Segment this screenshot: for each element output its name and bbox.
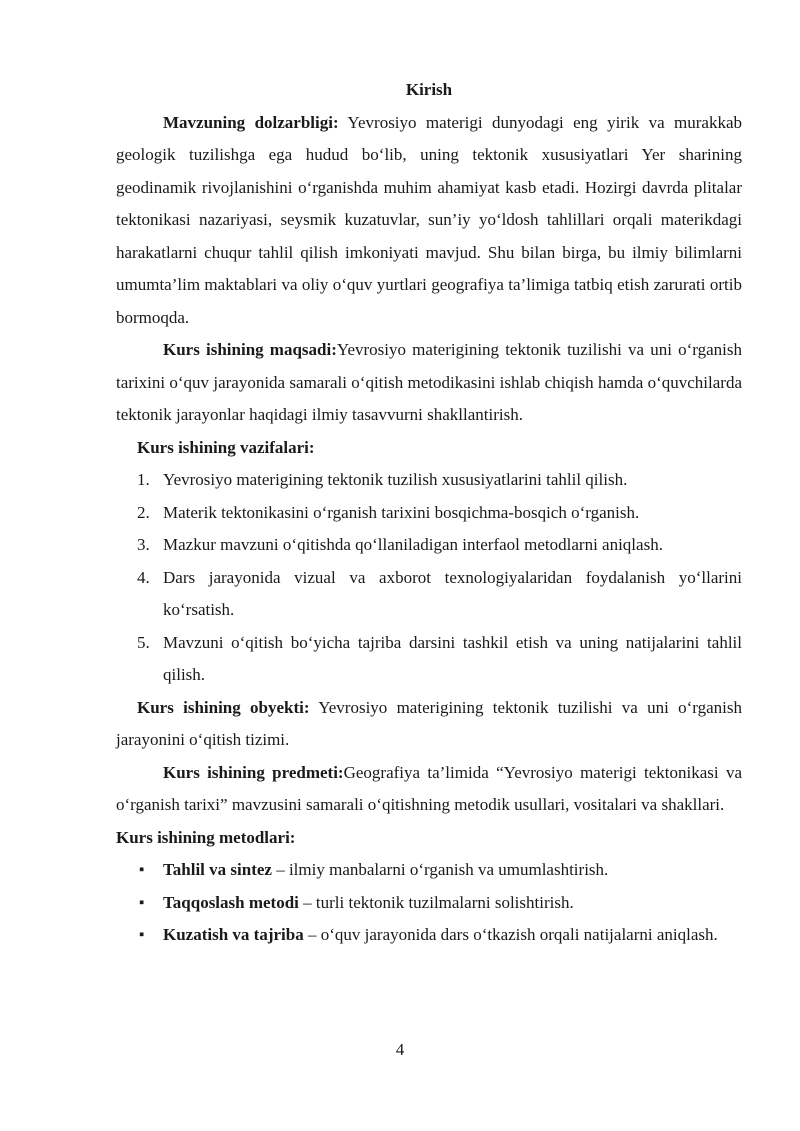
method-text: – turli tektonik tuzilmalarni solishtirish. [298, 892, 574, 912]
list-item [116, 854, 742, 887]
list-text: Mavzuni o‘qitish bo‘yicha tajriba darsini tashkil etish va uning natijalarini tahlil qilish. [163, 632, 742, 684]
list-item [116, 497, 742, 530]
method-text: – o‘quv jarayonida dars o‘tkazish orqali natijalarni aniqlash. [303, 925, 718, 944]
list-number: 4. [137, 567, 150, 587]
relevance-label: Mavzuning dolzarbligi: [163, 112, 339, 132]
goal-paragraph [116, 334, 742, 432]
list-item [116, 529, 742, 562]
bullet-icon: ▪ [139, 862, 145, 878]
list-number: 3. [137, 535, 150, 554]
list-item [116, 627, 742, 692]
list-text: Dars jarayonida vizual va axborot texnologiyalaridan foydalanish yo‘llarini ko‘rsatish. [163, 567, 742, 619]
list-item [116, 919, 742, 952]
list-number: 5. [137, 632, 150, 652]
goal-label: Kurs ishining maqsadi: [163, 340, 337, 359]
method-text: – ilmiy manbalarni o‘rganish va umumlashtirish. [271, 860, 609, 879]
relevance-text: Yevrosiyo materigi dunyodagi eng yirik va murakkab geologik tuzilishga ega hudud bo‘lib, uning tektonik xususiyatlari Yer sharining geodinamik rivojlanishini o‘rganishda muhim ahamiyat kasb etadi. Hozirgi davrda plitalar tektonikasi nazariyasi, seysmik kuzatuvlar, sun’iy yo‘ldosh tahlillari orqali materikdagi harakatlarni chuqur tahlil qilish imkoniyati mavjud. Shu bilan birga, bu ilmiy bilimlarni umumta’lim maktablari va oliy o‘quv yurtlari geografiya ta’limiga tatbiq etish zarurati ortib bormoqda. [116, 112, 743, 327]
page-title: Kirish [405, 80, 453, 99]
page-number: 4 [395, 1040, 405, 1059]
list-text: Mazkur mavzuni o‘qitishda qo‘llaniladigan interfaol metodlarni aniqlash. [163, 535, 663, 554]
tasks-list [116, 464, 742, 692]
bullet-icon: ▪ [139, 894, 145, 911]
document-page [116, 74, 742, 952]
object-paragraph [116, 692, 742, 757]
method-term: Kuzatish va tajriba [163, 925, 304, 944]
relevance-paragraph [116, 107, 742, 335]
list-item [116, 887, 742, 920]
list-text: Yevrosiyo materigining tektonik tuzilish xususiyatlarini tahlil qilish. [163, 470, 628, 489]
subject-label: Kurs ishining predmeti: [163, 762, 344, 782]
method-term: Tahlil va sintez [163, 860, 272, 879]
subject-text: Geografiya ta’limida “Yevrosiyo materigi tektonikasi va o‘rganish tarixi” mavzusini samarali o‘qitishning metodik usullari, vositalari va shakllari. [116, 762, 743, 814]
object-text: Yevrosiyo materigining tektonik tuzilishi va uni o‘rganish jarayonini o‘qitish tizimi. [116, 697, 742, 749]
method-term: Taqqoslash metodi [163, 892, 299, 912]
methods-list [116, 854, 742, 952]
goal-text: Yevrosiyo materigining tektonik tuzilishi va uni o‘rganish tarixini o‘quv jarayonida samarali o‘qitish metodikasini ishlab chiqish hamda o‘quvchilarda tektonik jarayonlar haqidagi ilmiy tasavvurni shakllantirish. [116, 340, 742, 424]
list-number: 1. [137, 470, 150, 489]
list-item [116, 464, 742, 497]
subject-paragraph [116, 757, 742, 822]
list-item [116, 562, 742, 627]
list-number: 2. [137, 502, 150, 522]
list-text: Materik tektonikasini o‘rganish tarixini bosqichma-bosqich o‘rganish. [163, 502, 640, 522]
object-label: Kurs ishining obyekti: [137, 697, 310, 717]
bullet-icon: ▪ [139, 927, 145, 943]
tasks-heading: Kurs ishining vazifalari: [137, 437, 315, 457]
methods-heading: Kurs ishining metodlari: [116, 827, 296, 847]
